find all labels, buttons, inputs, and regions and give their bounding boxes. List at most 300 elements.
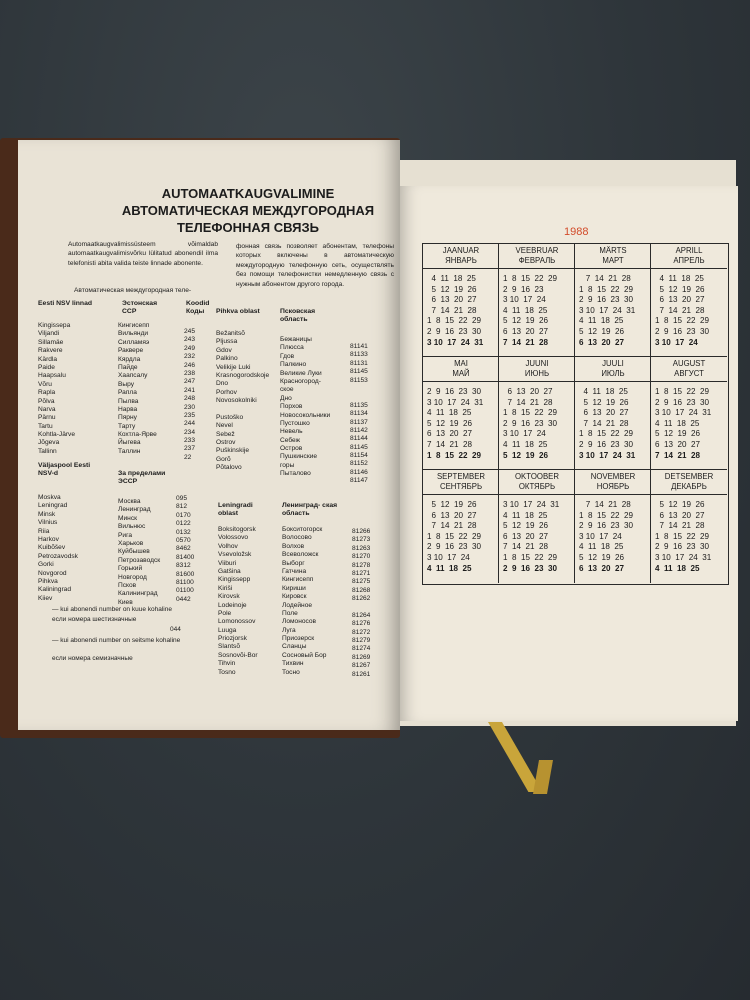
estonia-city-ru-7: Выру	[118, 380, 135, 388]
leningrad-place-et-0: Boksitogorsk	[218, 526, 256, 533]
ussr-code-6: 8462	[176, 545, 191, 553]
month-header	[423, 472, 499, 491]
month-name-ru: СЕНТЯБРЬ	[439, 481, 483, 491]
weekday-row: 1 8 15 22 29	[503, 408, 558, 418]
month-name-et: APRILL	[675, 246, 703, 255]
pskov-code-10: 81142	[350, 426, 368, 434]
leningrad-place-et-16: Tihvin	[218, 660, 236, 668]
weekday-row: 7 14 21 28	[579, 274, 631, 283]
leningrad-place-et-11: Lomonossov	[218, 618, 256, 626]
pskov-place-ru-13: Остров	[280, 445, 303, 453]
weekday-row: 5 12 19 26	[503, 316, 549, 326]
weekday-row: 3 10 17 24 31	[655, 408, 712, 418]
weekday-row: 4 11 18 25	[503, 305, 548, 315]
pskov-place-et-8: Novosokolniki	[216, 397, 257, 405]
month-name-et: MÄRTS	[599, 246, 627, 255]
leningrad-place-et-9: Lodeinoje	[218, 601, 247, 609]
section-leningrad-header-et: Leningradi oblast	[218, 502, 253, 518]
weekday-row: 5 12 19 26	[579, 553, 625, 562]
leningrad-place-ru-8: Кировск	[282, 593, 307, 601]
leningrad-place-ru-0: Бокситогорск	[282, 526, 323, 533]
month-name-et: OKTOOBER	[514, 472, 560, 481]
pskov-code-9: 81137	[350, 418, 368, 426]
ussr-city-et-2: Minsk	[38, 510, 56, 518]
pskov-place-ru-11: Невель	[280, 428, 303, 436]
section-leningrad-header-ru: Ленинград- ская область	[282, 502, 338, 518]
pskov-place-et-3: Palkino	[216, 355, 238, 363]
pskov-place-et-10: Pustoško	[216, 413, 244, 421]
weekday-row: 4 11 18 25	[655, 274, 704, 283]
pskov-code-1: 81133	[350, 351, 368, 359]
weekday-row: 2 9 16 23 30	[579, 440, 634, 449]
month-block-juuni	[499, 357, 575, 470]
estonia-city-et-7: Võru	[38, 380, 52, 388]
weekday-row: 5 12 19 26	[655, 500, 705, 509]
pskov-place-ru-5: Красногород-	[280, 377, 321, 385]
ussr-city-ru-1: Ленинград	[118, 506, 151, 514]
pskov-place-et-4: Velikije Luki	[216, 363, 251, 371]
month-header-divider	[651, 494, 727, 495]
weekday-row: 4 11 18 25	[655, 563, 700, 573]
weekday-row: 6 13 20 27	[503, 327, 549, 336]
leningrad-place-et-13: Priozjorsk	[218, 635, 247, 643]
estonia-city-ru-4: Кярдла	[118, 355, 141, 363]
ussr-city-ru-4: Рига	[118, 531, 133, 539]
weekday-row: 1 8 15 22 29	[503, 553, 558, 562]
pskov-code-15: 81146	[350, 468, 368, 476]
ussr-city-ru-3: Вильнюс	[118, 523, 146, 531]
leningrad-place-et-1: Volossovo	[218, 534, 249, 542]
month-block-juuli	[575, 357, 651, 470]
ussr-city-et-4: Riia	[38, 527, 50, 535]
ussr-city-ru-10: Псков	[118, 581, 137, 589]
pskov-place-ru-6: ское	[280, 386, 294, 394]
weekday-row: 1 8 15 22 29	[579, 284, 634, 294]
pskov-place-et-9	[216, 406, 269, 414]
month-name-et: SEPTEMBER	[436, 472, 486, 481]
pskov-place-ru-8: Порхов	[280, 403, 303, 411]
estonia-city-ru-3: Раквере	[118, 347, 144, 355]
pskov-place-ru-4: Великие Луки	[280, 369, 322, 377]
weekday-row: 6 13 20 27	[427, 510, 477, 520]
estonia-city-et-1: Viljandi	[38, 330, 60, 338]
weekday-row: 2 9 16 23 30	[427, 542, 482, 552]
month-block-veebruar	[499, 244, 575, 357]
estonia-code-15: 22	[184, 453, 192, 461]
ussr-cities-et	[38, 494, 78, 603]
ussr-code-1: 812	[176, 503, 188, 511]
weekday-row: 3 10 17 24 31	[427, 397, 484, 407]
leningrad-code-12: 81272	[352, 628, 371, 636]
leningrad-place-ru-7: Кириши	[282, 584, 306, 592]
ussr-city-ru-11: Калининград	[118, 590, 158, 598]
pskov-place-et-6: Dno	[216, 380, 229, 388]
weekday-row: 5 12 19 26	[427, 418, 473, 428]
leningrad-place-et-12: Luuga	[218, 626, 237, 634]
month-name-ru: МАЙ	[452, 368, 470, 378]
estonia-cities-ru	[118, 322, 157, 456]
ussr-city-ru-2: Минск	[118, 514, 137, 522]
pskov-place-ru-1: Плюсса	[280, 344, 304, 352]
leningrad-place-ru-6: Кингисепп	[282, 576, 314, 584]
weekday-row: 5 12 19 26	[655, 429, 701, 439]
weekday-row: 5 12 19 26	[503, 521, 549, 531]
pskov-place-ru-2: Гдов	[280, 352, 295, 360]
ussr-city-ru-5: Харьков	[118, 539, 144, 547]
weekday-row: 4 11 18 25	[427, 274, 476, 283]
month-block-aprill	[651, 244, 727, 357]
month-block-jaanuar	[423, 244, 499, 357]
estonia-code-10: 235	[184, 411, 196, 419]
ussr-code-0: 095	[176, 495, 188, 502]
leningrad-place-et-8: Kirovsk	[218, 593, 240, 601]
ussr-code-10: 81100	[176, 578, 194, 586]
weekday-row: 3 10 17 24	[579, 531, 622, 541]
weekday-row: 5 12 19 26	[579, 327, 625, 336]
leningrad-place-ru-9: Лодейное	[282, 601, 313, 609]
pskov-place-ru-7: Дно	[280, 394, 292, 402]
month-block-mai	[423, 357, 499, 470]
note-code-044: 044	[170, 626, 181, 633]
leningrad-code-8: 81262	[352, 595, 371, 603]
weekday-row: 1 8 15 22 29	[655, 316, 710, 326]
weekday-row: 2 9 16 23 30	[427, 327, 482, 336]
month-header-divider	[575, 268, 651, 269]
month-name-ru: ИЮНЬ	[524, 368, 550, 378]
intro-russian-start: Автоматическая междугородная теле-	[74, 287, 192, 294]
pskov-place-ru-16: Пыталово	[280, 470, 311, 478]
month-header	[651, 246, 727, 265]
pskov-place-ru-3: Палкино	[280, 361, 307, 369]
estonia-city-et-4: Kärdla	[38, 355, 58, 363]
pskov-places-ru	[280, 336, 330, 479]
weekday-row: 6 13 20 27	[655, 440, 701, 449]
month-header-divider	[499, 268, 575, 269]
weekday-row: 1 8 15 22 29	[579, 510, 634, 520]
weekday-row: 2 9 16 23 30	[503, 418, 558, 428]
pskov-code-5	[350, 385, 368, 393]
right-page	[400, 186, 738, 721]
pskov-place-et-7: Porhov	[216, 388, 237, 396]
estonia-code-3: 232	[184, 353, 196, 361]
weekday-row: 4 11 18 25	[503, 510, 548, 520]
leningrad-code-1: 81273	[352, 536, 371, 544]
weekday-row: 6 13 20 27	[427, 429, 473, 439]
pskov-code-11: 81144	[350, 435, 368, 443]
calendar-year: 1988	[564, 226, 589, 238]
pskov-code-12: 81145	[350, 443, 368, 451]
weekday-row: 6 13 20 27	[655, 295, 705, 305]
pskov-place-ru-10: Пустошко	[280, 419, 310, 427]
month-name-et: JUULI	[602, 359, 624, 368]
ussr-city-et-12: Kiiev	[38, 594, 53, 602]
estonia-code-7: 241	[184, 386, 196, 394]
ussr-city-ru-9: Новгород	[118, 573, 147, 581]
intro-russian-rest: фонная связь позволяет абонентам, телефоны которых включены в автоматическую междугородную телефонную сеть, осуществлять без помощи телефонистки немедленную связь с нужным абонентом другого города.	[236, 243, 394, 288]
leningrad-code-10: 81264	[352, 611, 371, 619]
month-header	[499, 359, 575, 378]
ussr-cities-ru	[118, 498, 160, 607]
leningrad-place-et-5: Gatšina	[218, 567, 241, 575]
month-header-divider	[499, 494, 575, 495]
month-header-divider	[651, 381, 727, 382]
weekday-row: 3 10 17 24 31	[579, 450, 636, 460]
weekday-row: 2 9 16 23 30	[427, 387, 482, 396]
pskov-codes	[350, 343, 368, 486]
weekday-row: 3 10 17 24 31	[503, 500, 560, 509]
estonia-code-0: 245	[184, 328, 196, 335]
leningrad-places-ru	[282, 526, 326, 677]
pskov-place-ru-9: Новосокольники	[280, 411, 331, 419]
month-block-september	[423, 470, 499, 583]
weekday-row: 7 14 21 28	[503, 397, 553, 407]
ussr-city-et-3: Vilnius	[38, 519, 58, 527]
weekday-row: 7 14 21 28	[427, 440, 473, 449]
month-name-et: NOVEMBER	[590, 472, 636, 481]
leningrad-code-9	[352, 604, 370, 612]
page-title-ru-2: ТЕЛЕФОННАЯ СВЯЗЬ	[176, 220, 320, 235]
month-header	[651, 359, 727, 378]
weekday-row: 3 10 17 24	[655, 337, 698, 347]
pskov-place-et-0: Bežanitsõ	[216, 330, 245, 337]
month-name-et: JAANUAR	[442, 246, 480, 255]
estonia-city-et-5: Paide	[38, 363, 55, 371]
weekday-row: 2 9 16 23	[503, 284, 544, 294]
month-header-divider	[423, 268, 499, 269]
month-name-ru: МАРТ	[602, 255, 624, 265]
month-header-divider	[423, 381, 499, 382]
month-header	[423, 359, 499, 378]
weekday-row: 3 10 17 24	[427, 553, 470, 562]
leningrad-code-16: 81267	[352, 662, 371, 670]
weekday-row: 6 13 20 27	[503, 531, 549, 541]
pskov-place-et-13: Ostrov	[216, 439, 236, 447]
note-six-digit-et: — kui abonendi number on kuue kohaline	[52, 606, 172, 613]
ussr-city-et-7: Petrozavodsk	[38, 552, 78, 560]
leningrad-place-ru-14: Сланцы	[282, 643, 307, 651]
month-name-ru: ФЕВРАЛЬ	[518, 255, 556, 265]
leningrad-place-et-15: Sosnovõi-Bor	[218, 651, 258, 659]
estonia-code-12: 234	[184, 428, 196, 436]
section-estonia-header-ru: Эстонская ССР	[122, 300, 158, 316]
weekday-row: 2 9 16 23 30	[579, 295, 634, 305]
pskov-place-ru-12: Себеж	[280, 436, 301, 444]
pskov-code-7: 81135	[350, 401, 368, 409]
month-block-märts	[575, 244, 651, 357]
pskov-place-et-5: Krasnogorodskoje	[216, 371, 270, 379]
pskov-code-16: 81147	[350, 477, 368, 485]
estonia-code-13: 233	[184, 437, 196, 445]
estonia-city-ru-15: Таллин	[118, 447, 141, 455]
weekday-row: 3 10 17 24 31	[655, 553, 712, 562]
ussr-code-9: 81600	[176, 570, 195, 578]
leningrad-place-et-6: Kingissepp	[218, 576, 251, 584]
weekday-row: 7 14 21 28	[427, 521, 477, 531]
leningrad-code-15: 81269	[352, 653, 371, 661]
leningrad-code-2: 81263	[352, 544, 371, 552]
estonia-code-6: 247	[184, 378, 196, 386]
month-header	[651, 472, 727, 491]
estonia-city-ru-14: Йыгева	[118, 439, 141, 447]
weekday-row: 3 10 17 24	[503, 295, 546, 305]
month-name-ru: ДЕКАБРЬ	[671, 481, 707, 491]
left-page	[18, 140, 400, 730]
weekday-row: 3 10 17 24 31	[579, 305, 636, 315]
weekday-row: 1 8 15 22 29	[655, 531, 710, 541]
section-ussr-header-ru: За пределами ЭССР	[118, 470, 166, 486]
estonia-city-et-10: Narva	[38, 405, 56, 413]
leningrad-place-ru-17: Тосно	[282, 668, 300, 676]
leningrad-place-ru-4: Выборг	[282, 559, 305, 567]
weekday-row: 4 11 18 25	[427, 563, 472, 573]
estonia-city-ru-12: Тарту	[118, 422, 136, 430]
estonia-city-ru-6: Хаапсалу	[118, 372, 148, 380]
leningrad-place-et-17: Tosno	[218, 668, 236, 676]
month-header-divider	[575, 494, 651, 495]
ussr-city-et-9: Novgorod	[38, 569, 67, 577]
pskov-place-et-11: Nevel	[216, 422, 233, 430]
estonia-city-ru-8: Рапла	[118, 389, 137, 397]
pskov-place-ru-0: Бежаницы	[280, 336, 312, 343]
month-name-et: MAI	[454, 359, 468, 368]
weekday-row: 4 11 18 25	[503, 440, 548, 449]
month-header-divider	[575, 381, 651, 382]
weekday-row: 5 12 19 26	[427, 284, 477, 294]
page-title-et: AUTOMAATKAUGVALIMINE	[161, 186, 335, 201]
estonia-city-et-8: Rapla	[38, 389, 56, 397]
weekday-row: 7 14 21 28	[503, 337, 549, 347]
pskov-code-8: 81134	[350, 410, 368, 418]
weekday-row: 4 11 18 25	[427, 408, 472, 418]
leningrad-codes	[352, 528, 370, 679]
month-block-august	[651, 357, 727, 470]
estonia-codes	[184, 328, 195, 462]
month-header	[575, 359, 651, 378]
leningrad-place-ru-13: Приозерск	[282, 635, 315, 643]
ussr-city-ru-8: Горький	[118, 565, 143, 573]
leningrad-place-et-2: Volhov	[218, 542, 238, 550]
estonia-city-ru-2: Силламяэ	[118, 338, 150, 346]
month-header-divider	[499, 381, 575, 382]
leningrad-code-3: 81270	[352, 553, 371, 561]
estonia-cities-et	[38, 322, 75, 456]
section-pskov-header-ru: Псковская область	[280, 308, 316, 324]
weekday-row: 6 13 20 27	[579, 337, 625, 347]
leningrad-place-et-10: Pole	[218, 609, 232, 617]
pskov-code-2: 81131	[350, 359, 368, 367]
leningrad-place-et-14: Slantsõ	[218, 643, 240, 651]
pskov-code-4: 81153	[350, 376, 368, 384]
weekday-row: 7 14 21 28	[579, 418, 629, 428]
estonia-city-ru-5: Пайде	[118, 363, 138, 371]
estonia-city-et-13: Kohtla-Järve	[38, 431, 76, 439]
leningrad-code-5: 81271	[352, 569, 371, 577]
ussr-city-et-10: Pihkva	[38, 577, 58, 585]
month-name-et: JUUNI	[525, 359, 549, 368]
ussr-city-et-1: Leningrad	[38, 502, 68, 510]
estonia-code-2: 249	[184, 344, 196, 352]
weekday-row: 6 13 20 27	[579, 563, 625, 573]
note-seven-digit-ru: если номера семизначные	[52, 655, 133, 662]
month-name-ru: ОКТЯБРЬ	[518, 481, 556, 491]
weekday-row: 3 10 17 24 31	[427, 337, 484, 347]
ussr-city-et-5: Harkov	[38, 535, 59, 543]
month-header	[499, 472, 575, 491]
ussr-code-4: 0132	[176, 528, 191, 536]
ussr-code-12: 0442	[176, 595, 191, 603]
estonia-city-et-2: Sillamäe	[38, 338, 64, 346]
leningrad-code-6: 81275	[352, 578, 371, 586]
estonia-code-9: 230	[184, 403, 196, 411]
section-pskov-header-et: Pihkva oblast	[216, 308, 260, 315]
section-estonia-header-codes: Koodid Коды	[186, 300, 210, 316]
pskov-place-ru-15: горы	[280, 461, 295, 469]
estonia-code-1: 243	[184, 336, 196, 344]
calendar-grid	[422, 243, 729, 585]
weekday-row: 2 9 16 23 30	[655, 542, 710, 552]
leningrad-place-et-7: Kiriši	[218, 584, 233, 592]
ussr-code-3: 0122	[176, 520, 191, 528]
ussr-code-2: 0170	[176, 511, 191, 519]
weekday-row: 1 8 15 22 29	[503, 274, 558, 283]
leningrad-place-ru-11: Ломоносов	[282, 618, 317, 626]
ussr-city-et-11: Kaliningrad	[38, 586, 71, 594]
estonia-city-ru-1: Вильянди	[118, 330, 149, 338]
leningrad-place-et-4: Viiburi	[218, 559, 237, 567]
pskov-place-et-2: Gdov	[216, 346, 232, 354]
estonia-code-4: 246	[184, 361, 196, 369]
section-estonia-header-et: Eesti NSV linnad	[38, 300, 93, 307]
estonia-city-ru-10: Нарва	[118, 405, 138, 413]
estonia-code-11: 244	[184, 420, 196, 428]
intro-estonian: Automaatkaugvalimissüsteem võimaldab automaatkaugvalimisvõrku lülitatud abonendil ilma telefonisti abita valida teiste linnade abonente.	[68, 241, 218, 267]
weekday-row: 2 9 16 23 30	[655, 397, 710, 407]
leningrad-place-et-3: Vsevoložsk	[218, 551, 252, 559]
month-block-november	[575, 470, 651, 583]
ussr-city-ru-7: Петрозаводск	[118, 556, 161, 564]
pskov-code-13: 81154	[350, 452, 368, 460]
pskov-places-et	[216, 330, 269, 473]
month-name-et: DETSEMBER	[664, 472, 714, 481]
ussr-city-et-8: Gorki	[38, 561, 54, 569]
month-name-ru: АПРЕЛЬ	[673, 255, 705, 265]
leningrad-code-0: 81266	[352, 528, 371, 535]
leningrad-place-ru-5: Гатчина	[282, 567, 307, 575]
leningrad-place-ru-10: Поле	[282, 609, 298, 617]
month-header	[423, 246, 499, 265]
estonia-city-et-14: Jõgeva	[38, 439, 60, 447]
ussr-code-11: 01100	[176, 587, 194, 595]
pskov-place-et-14: Puškinskije	[216, 447, 249, 455]
estonia-city-et-3: Rakvere	[38, 347, 63, 355]
pskov-code-3: 81145	[350, 368, 368, 376]
month-name-ru: НОЯБРЬ	[596, 481, 630, 491]
page-title-ru-1: АВТОМАТИЧЕСКАЯ МЕЖДУГОРОДНАЯ	[121, 203, 375, 218]
month-header	[499, 246, 575, 265]
weekday-row: 3 10 17 24	[503, 429, 546, 439]
leningrad-place-ru-1: Волосово	[282, 534, 312, 542]
pskov-code-14: 81152	[350, 460, 368, 468]
month-name-ru: ИЮЛЬ	[601, 368, 625, 378]
month-header	[575, 246, 651, 265]
leningrad-place-ru-3: Всеволожск	[282, 551, 319, 559]
leningrad-places-et	[218, 526, 258, 677]
ussr-city-ru-0: Москва	[118, 498, 141, 505]
weekday-row: 7 14 21 28	[655, 450, 701, 460]
ussr-city-ru-6: Куйбышев	[118, 548, 150, 556]
pskov-place-ru-14: Пушкинские	[280, 453, 318, 461]
leningrad-code-14: 81274	[352, 645, 371, 653]
